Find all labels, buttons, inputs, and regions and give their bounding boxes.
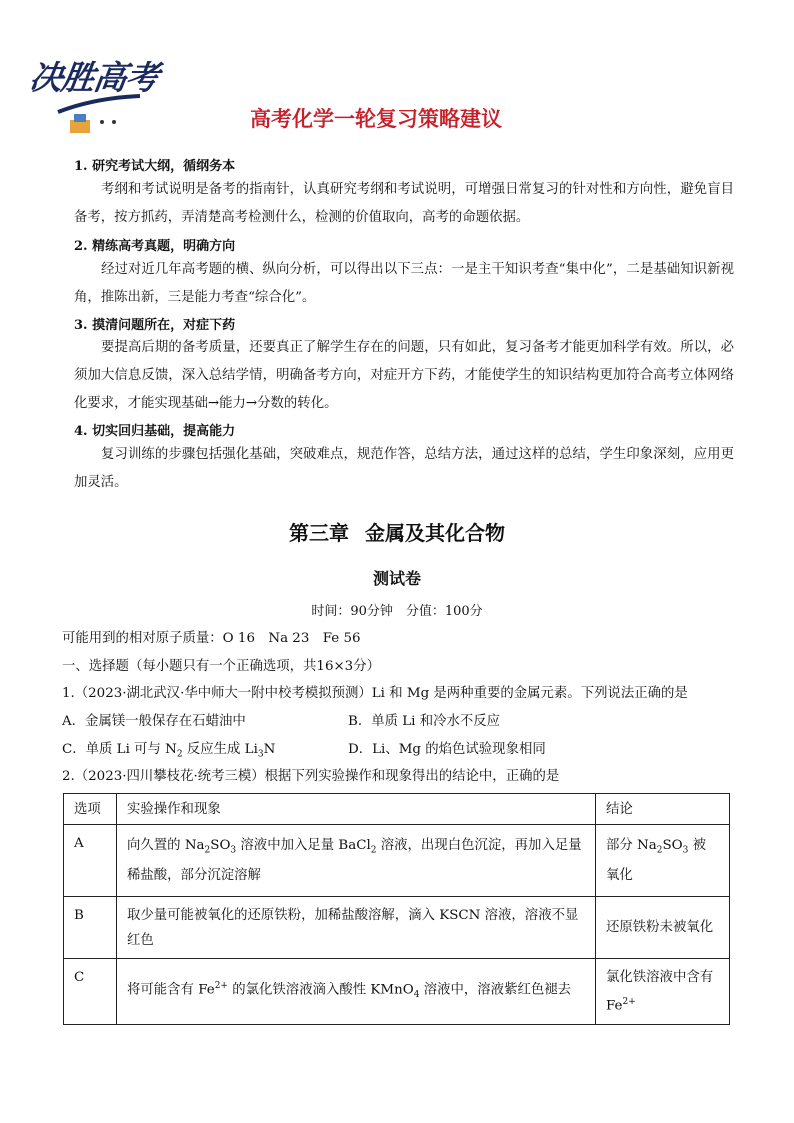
row-c-text-3: 溶液中，溶液紫红色褪去 (419, 982, 572, 998)
row-a-sub-1: 2 (204, 845, 211, 856)
brand-logo (26, 52, 170, 137)
table-row (64, 897, 730, 959)
row-a-text-3: 溶液中加入足量 BaCl (236, 837, 371, 853)
chapter-name: 金属及其化合物 (365, 521, 505, 545)
row-a-text-4: 溶液，出现白色沉淀，再加入足量稀盐酸，部分沉淀溶解 (127, 837, 582, 884)
atomic-mass-line: 可能用到的相对原子质量：O 16 Na 23 Fe 56 (62, 631, 361, 646)
section-heading-1: 1. 研究考试大纲，循纲务本 (74, 159, 236, 174)
row-a-text-1: 向久置的 Na (127, 837, 205, 853)
chapter-title (0, 517, 794, 546)
row-a-conclusion (596, 825, 730, 897)
table-header-row (64, 794, 730, 825)
row-c-conc-1: 氯化铁溶液中含有 Fe (606, 969, 714, 1014)
chapter-number: 第三章 (289, 521, 349, 545)
row-a-conc-3: 被氧化 (606, 837, 707, 884)
row-c-conclusion (596, 959, 730, 1025)
row-a-conc-sub-1: 2 (656, 845, 663, 856)
section-body-3: 要提高后期的备考质量，还要真正了解学生存在的问题，只有如此，复习备考才能更加科学有效。所以，必须加大信息反馈，深入总结学情，明确备考方向，对症开方下药，才能使学生的知识结构更加符合高考立体网络化要求，才能实现基础→能力→分数的转化。 (74, 340, 734, 411)
row-c-option: C (64, 959, 117, 1025)
row-c-operation (117, 959, 596, 1025)
question-1-option-a: A．金属镁一般保存在石蜡油中 (62, 714, 246, 729)
question-2-stem: 2.（2023·四川攀枝花·统考三模）根据下列实验操作和现象得出的结论中，正确的是 (62, 769, 560, 784)
section-heading-2: 2. 精练高考真题，明确方向 (74, 239, 236, 254)
opt-c-text-1: C．单质 Li 可与 N (62, 742, 177, 757)
table-row (64, 825, 730, 897)
header-conclusion: 结论 (596, 794, 730, 825)
row-c-sup-1: 2+ (214, 981, 228, 992)
row-a-option: A (64, 825, 117, 897)
row-a-text-2: SO (210, 837, 231, 853)
paper-title: 测试卷 (372, 569, 421, 588)
question-1-stem: 1.（2023·湖北武汉·华中师大一附中校考模拟预测）Li 和 Mg 是两种重要的金属元素。下列说法正确的是 (62, 686, 688, 701)
header-option: 选项 (64, 794, 117, 825)
experiment-table (63, 793, 730, 1025)
question-1-option-c (62, 738, 275, 760)
row-a-conc-2: SO (662, 837, 683, 853)
opt-c-text-2: 反应生成 Li (182, 742, 258, 757)
row-a-conc-sub-2: 3 (682, 845, 689, 856)
logo-text: 决胜高考 (26, 58, 161, 97)
section-body-1: 考纲和考试说明是备考的指南针，认真研究考纲和考试说明，可增强日常复习的针对性和方向性，避免盲目备考，按方抓药，弄清楚高考检测什么，检测的价值取向，高考的命题依据。 (74, 182, 734, 225)
section-heading-3: 3. 摸清问题所在，对症下药 (74, 318, 236, 333)
time-info: 时间：90分钟 分值：100分 (311, 604, 483, 619)
row-a-operation (117, 825, 596, 897)
row-a-sub-3: 2 (370, 845, 377, 856)
row-c-text-1: 将可能含有 Fe (127, 982, 215, 998)
section-body-2: 经过对近几年高考题的横、纵向分析，可以得出以下三点：一是主干知识考查“集中化”，二是基础知识新视角，推陈出新，三是能力考查“综合化”。 (74, 262, 734, 305)
logo-swoosh-icon (54, 92, 144, 137)
question-1-option-b: B．单质 Li 和冷水不反应 (348, 714, 501, 729)
opt-c-sub-1: 2 (176, 749, 183, 760)
row-a-conc-1: 部分 Na (606, 837, 657, 853)
row-c-conc-sup: 2+ (622, 996, 636, 1007)
row-c-sub-1: 4 (413, 990, 420, 1001)
opt-c-text-3: N (263, 742, 276, 757)
table-row (64, 959, 730, 1025)
section-body-4: 复习训练的步骤包括强化基础，突破难点，规范作答，总结方法，通过这样的总结，学生印象深刻，应用更加灵活。 (74, 447, 734, 490)
opt-c-sub-2: 3 (257, 749, 264, 760)
section-heading-4: 4. 切实回归基础，提高能力 (74, 424, 236, 439)
question-1-option-d: D．Li、Mg 的焰色试验现象相同 (348, 742, 546, 757)
row-b-conclusion: 还原铁粉未被氧化 (596, 897, 730, 959)
section-one-heading: 一、选择题（每小题只有一个正确选项，共16×3分） (62, 659, 380, 674)
row-b-option: B (64, 897, 117, 959)
row-b-operation: 取少量可能被氧化的还原铁粉，加稀盐酸溶解，滴入 KSCN 溶液，溶液不显红色 (117, 897, 596, 959)
row-c-text-2: 的氯化铁溶液滴入酸性 KMnO (227, 982, 414, 998)
header-operation: 实验操作和现象 (117, 794, 596, 825)
row-a-sub-2: 3 (230, 845, 237, 856)
banner-title: 高考化学一轮复习策略建议 (250, 107, 502, 131)
